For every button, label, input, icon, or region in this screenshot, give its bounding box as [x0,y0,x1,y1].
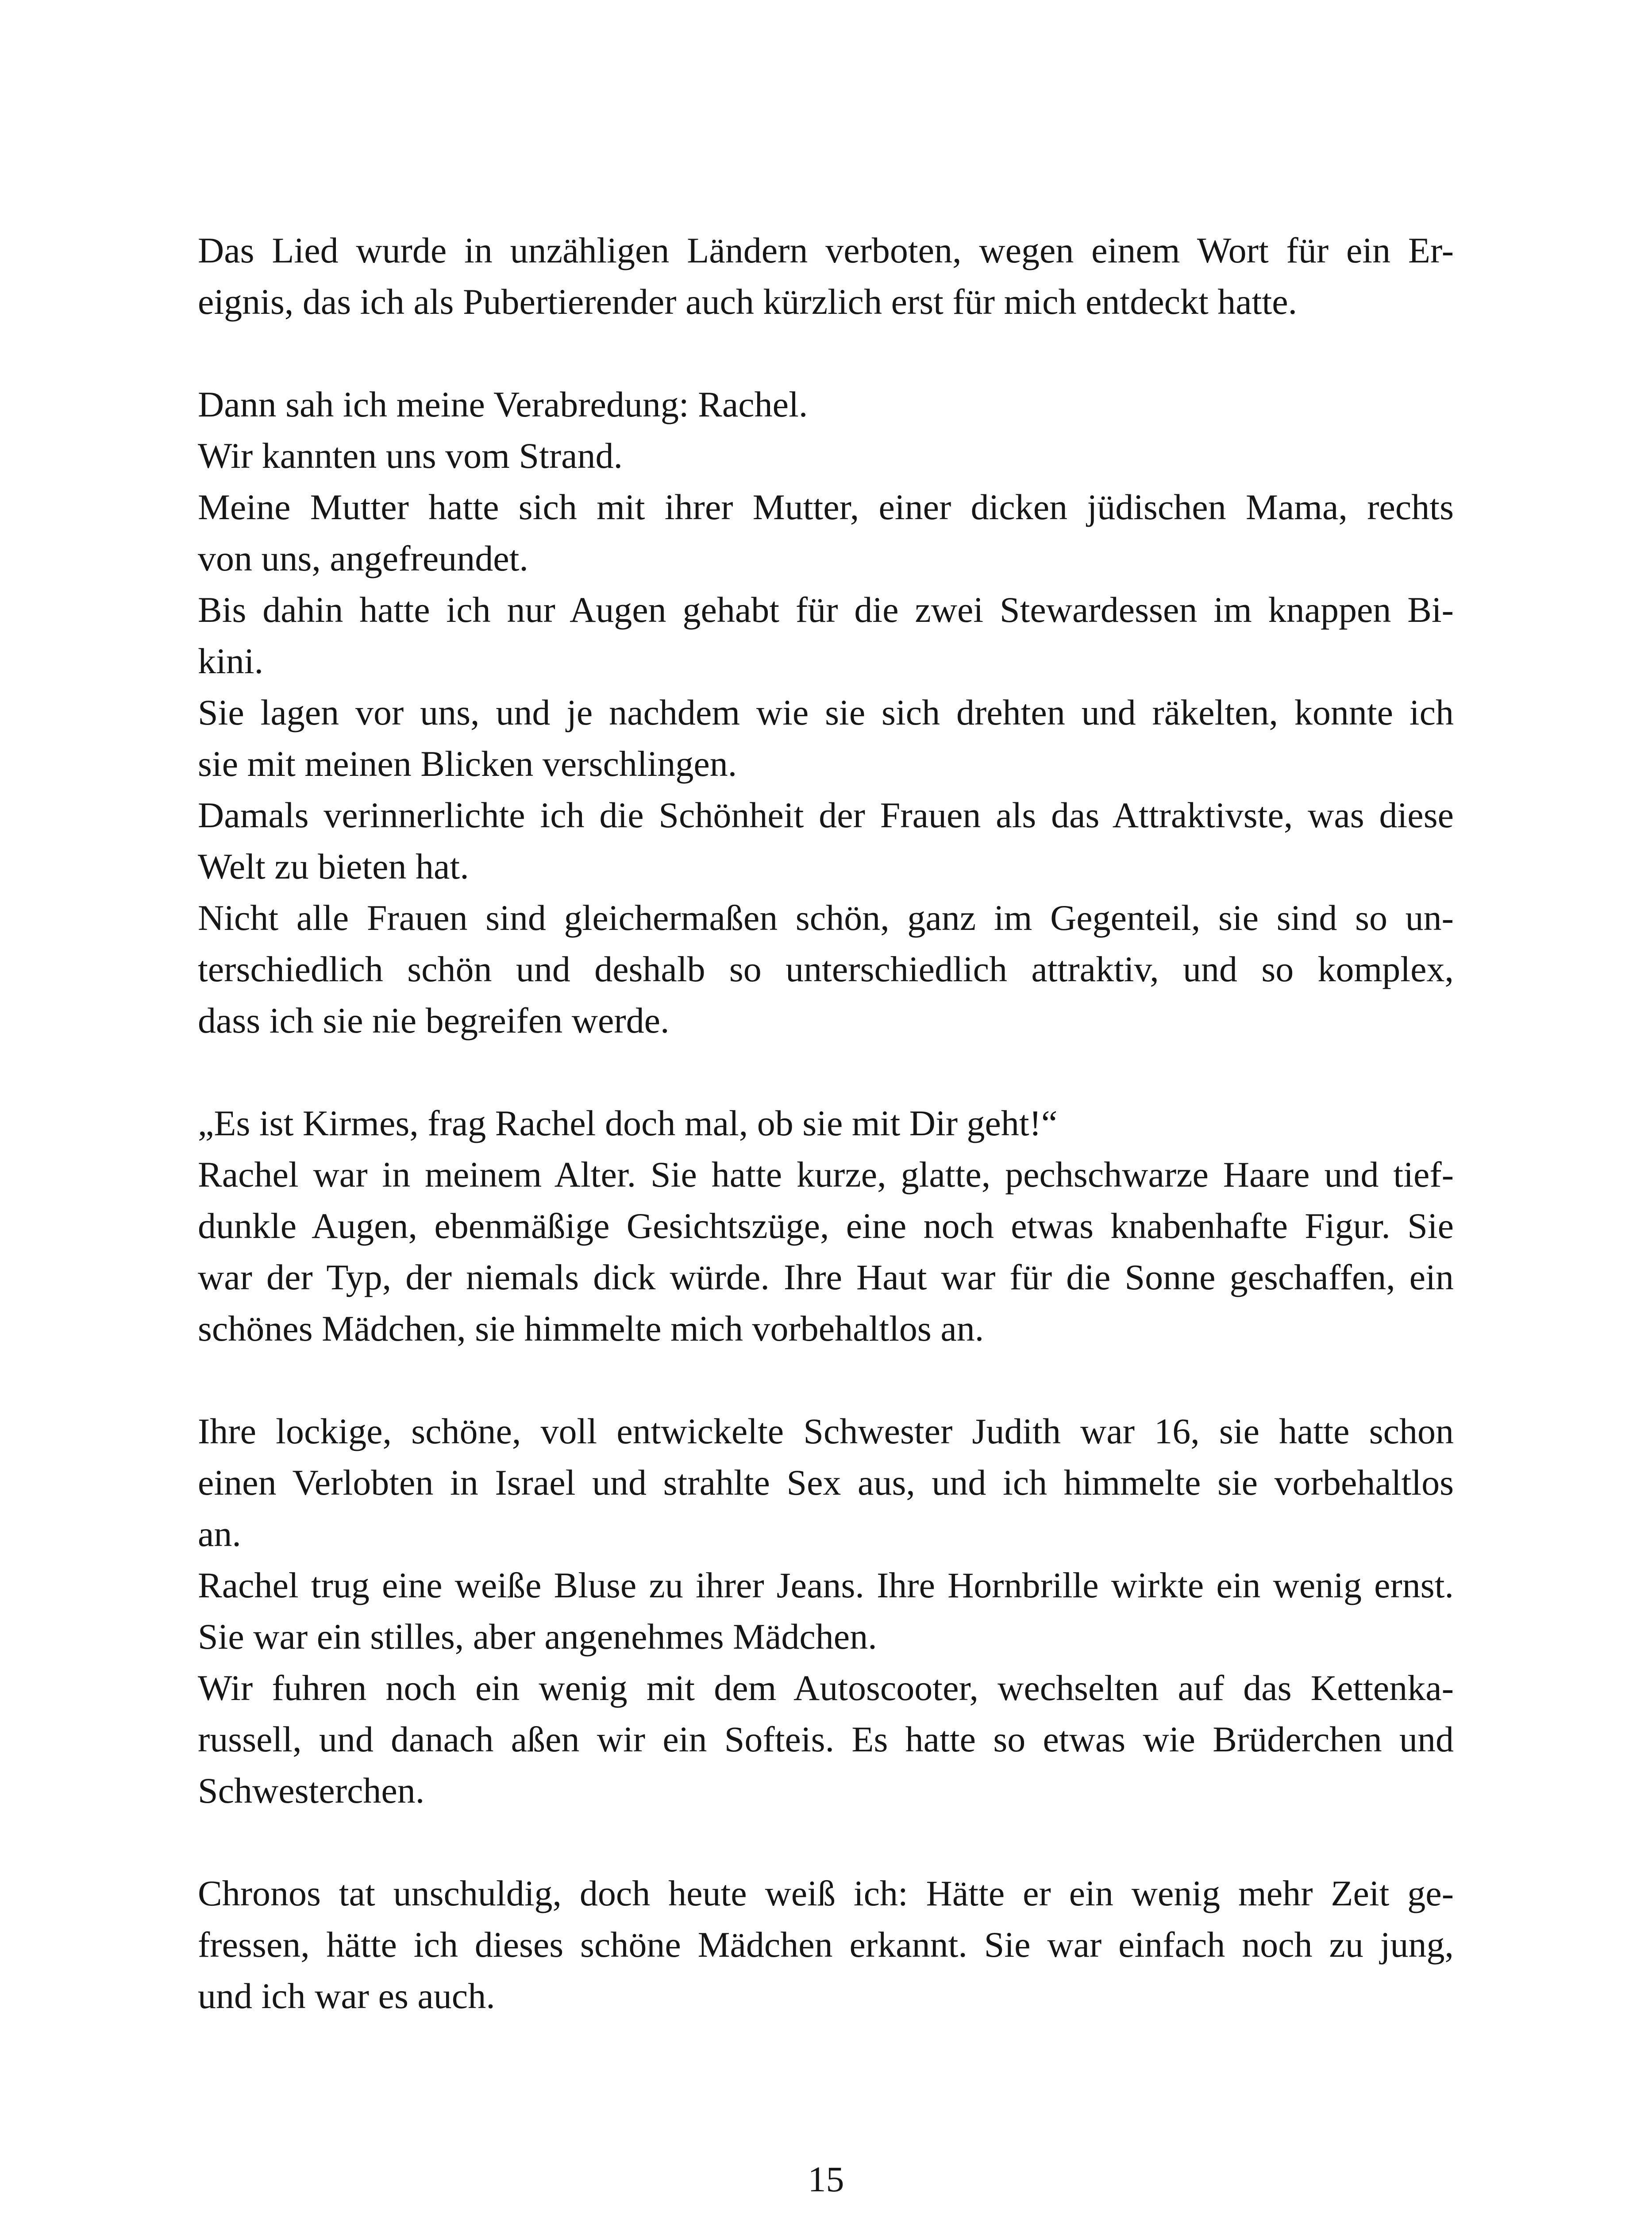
text-line: eignis, das ich als Pubertierender auch kürzlich erst für mich entdeckt hatte. [198,281,1298,322]
text-line: Das Lied wurde in unzähligen Ländern verboten, wegen einem Wort für ein Er- [198,230,1454,270]
text-line: an. [198,1514,241,1554]
text-line: terschiedlich schön und deshalb so unterschiedlich attraktiv, und so komplex, [198,949,1454,989]
page-number: 15 [808,2159,844,2199]
paragraph [198,379,1454,1046]
text-line: Sie war ein stilles, aber angenehmes Mädchen. [198,1616,877,1657]
text-line: Ihre lockige, schöne, voll entwickelte Schwester Judith war 16, sie hatte schon [198,1411,1454,1451]
text-line: kini. [198,641,264,681]
paragraph-gap [198,1816,1454,1868]
text-line: Meine Mutter hatte sich mit ihrer Mutter, einer dicken jüdischen Mama, rechts [198,487,1454,527]
text-line: Sie lagen vor uns, und je nachdem wie sie sich drehten und räkelten, konnte ich [198,692,1454,733]
paragraph [198,1868,1454,2022]
paragraph-gap [198,1354,1454,1406]
text-line: Dann sah ich meine Verabredung: Rachel. [198,384,808,424]
text-line: Schwesterchen. [198,1770,425,1811]
text-line: Rachel trug eine weiße Bluse zu ihrer Jeans. Ihre Hornbrille wirkte ein wenig ernst. [198,1565,1454,1605]
text-line: war der Typ, der niemals dick würde. Ihre Haut war für die Sonne geschaffen, ein [198,1257,1454,1297]
text-line: Damals verinnerlichte ich die Schönheit der Frauen als das Attraktivste, was diese [198,795,1454,835]
paragraph [198,225,1454,328]
text-line: Chronos tat unschuldig, doch heute weiß ich: Hätte er ein wenig mehr Zeit ge- [198,1873,1454,1913]
paragraph [198,1406,1454,1816]
text-line: Nicht alle Frauen sind gleichermaßen schön, ganz im Gegenteil, sie sind so un- [198,898,1454,938]
text-line: dunkle Augen, ebenmäßige Gesichtszüge, eine noch etwas knabenhafte Figur. Sie [198,1206,1454,1246]
text-line: und ich war es auch. [198,1976,495,2016]
text-line: sie mit meinen Blicken verschlingen. [198,744,737,784]
text-line: schönes Mädchen, sie himmelte mich vorbehaltlos an. [198,1308,984,1349]
text-line: Wir kannten uns vom Strand. [198,436,623,476]
paragraph-gap [198,1046,1454,1098]
text-line: einen Verlobten in Israel und strahlte Sex aus, und ich himmelte sie vorbehaltlos [198,1462,1454,1503]
text-line: fressen, hätte ich dieses schöne Mädchen erkannt. Sie war einfach noch zu jung, [198,1924,1454,1965]
text-line: Welt zu bieten hat. [198,846,469,887]
text-line: Bis dahin hatte ich nur Augen gehabt für die zwei Stewardessen im knappen Bi- [198,590,1454,630]
text-line: dass ich sie nie begreifen werde. [198,1000,670,1041]
paragraph [198,1098,1454,1354]
text-line: „Es ist Kirmes, frag Rachel doch mal, ob sie mit Dir geht!“ [198,1103,1058,1143]
text-line: Wir fuhren noch ein wenig mit dem Autoscooter, wechselten auf das Kettenka- [198,1668,1454,1708]
text-line: von uns, angefreundet. [198,538,528,578]
paragraph-gap [198,328,1454,379]
body-text [198,225,1454,2022]
text-line: russell, und danach aßen wir ein Softeis. Es hatte so etwas wie Brüderchen und [198,1719,1454,1759]
text-line: Rachel war in meinem Alter. Sie hatte kurze, glatte, pechschwarze Haare und tief- [198,1154,1454,1195]
